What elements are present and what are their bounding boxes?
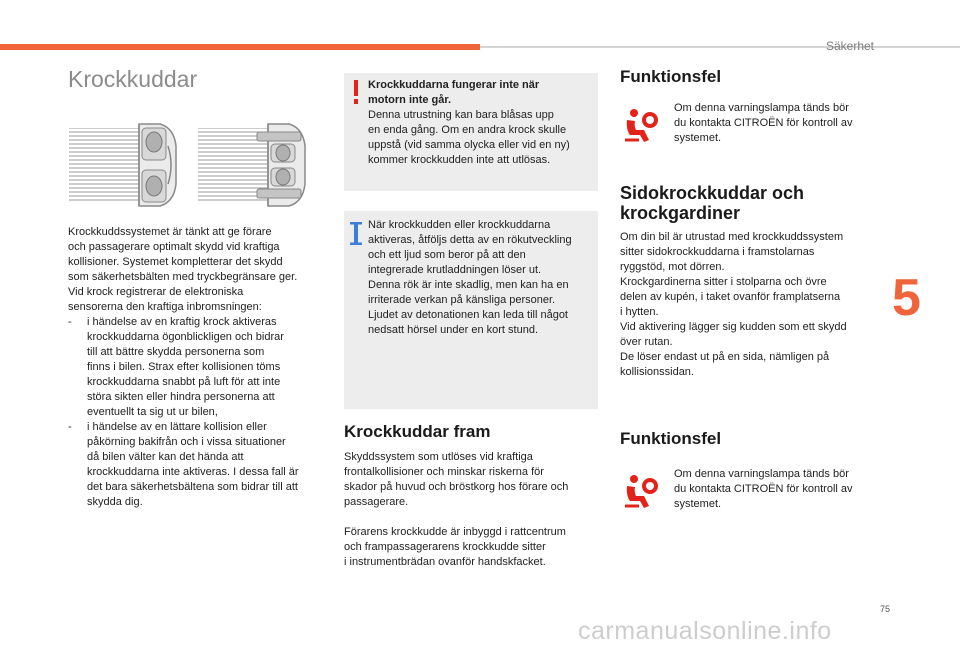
intro-line: som säkerhetsbälten med tryckbegränsare ger.: [68, 271, 298, 283]
text-line: kollisionssidan.: [620, 366, 694, 378]
list-item: [68, 420, 330, 510]
airbag-behaviour-list: [68, 315, 330, 510]
info-line: nedsatt hörsel under en kort stund.: [368, 324, 538, 336]
intro-line: och passagerare optimalt skydd vid kraftiga: [68, 241, 280, 253]
section-heading-front-airbags: Krockkuddar fram: [344, 422, 491, 441]
list-item-line: störa sikten eller hindra personerna att: [87, 391, 275, 403]
page-number: 75: [879, 604, 890, 614]
airbag-warning-lamp-icon: [624, 108, 662, 142]
info-i-icon: [350, 222, 362, 245]
info-line: När krockkudden eller krockkuddarna: [368, 219, 551, 231]
alert-note-text: [368, 78, 594, 168]
van-top-view-side-airbags-illustration: [197, 122, 307, 208]
info-line: och ett ljud som beror på att den: [368, 249, 526, 261]
page-title: Krockkuddar: [68, 66, 198, 92]
list-item-line: finns i bilen. Strax efter kollisionen töms: [87, 361, 281, 373]
alert-body-line: Denna utrustning kan bara blåsas upp: [368, 109, 554, 121]
list-item-line: det bara säkerhetsbältena som bidrar till att: [87, 481, 298, 493]
chapter-number: 5: [892, 269, 921, 327]
alert-body-line: kommer krockkudden inte att utlösas.: [368, 154, 551, 166]
text-line: Om din bil är utrustad med krockkuddssystem: [620, 231, 844, 243]
intro-line: Krockkuddssystemet är tänkt att ge förare: [68, 226, 272, 238]
info-line: irriterade verkan på känsliga personer.: [368, 294, 556, 306]
text-line: De löser endast ut på en sida, nämligen på: [620, 351, 830, 363]
list-item-line: krockkuddarna ögonblickligen och bidrar: [87, 331, 284, 343]
accent-bar: [0, 44, 480, 50]
list-item-line: krockkuddarna inte aktiveras. I dessa fall är: [87, 466, 299, 478]
text-line: Om denna varningslampa tänds bör: [674, 468, 849, 480]
list-item-line: till att bättre skydda personerna som: [87, 346, 265, 358]
info-line: Ljudet av detonationen kan leda till något: [368, 309, 568, 321]
list-item-line: - i händelse av en kraftig krock aktiveras: [87, 316, 277, 328]
alert-title-line: Krockkuddarna fungerar inte när: [368, 79, 540, 91]
intro-text: [68, 225, 330, 510]
airbag-warning-lamp-icon: [624, 474, 662, 508]
list-item-line: då bilen välter kan det hända att: [87, 451, 244, 463]
list-item: [68, 315, 330, 420]
text-line: i hytten.: [620, 306, 659, 318]
front-airbags-text: [344, 450, 598, 570]
heading-line: krockgardiner: [620, 203, 741, 223]
section-heading-fault-1: Funktionsfel: [620, 67, 722, 86]
text-line: i instrumentbrädan ovanför handskfacket.: [344, 556, 546, 568]
text-line: över rutan.: [620, 336, 673, 348]
text-line: skador på huvud och bröstkorg hos förare och: [344, 481, 569, 493]
text-line: Skyddssystem som utlöses vid kraftiga: [344, 451, 533, 463]
info-line: Denna rök är inte skadlig, men kan ha en: [368, 279, 569, 291]
text-line: ryggstöd, mot dörren.: [620, 261, 725, 273]
intro-line: Vid krock registrerar de elektroniska: [68, 286, 244, 298]
text-line: passagerare.: [344, 496, 409, 508]
text-line: systemet.: [674, 498, 722, 510]
van-top-view-front-airbags-illustration: [68, 122, 178, 208]
text-line: du kontakta CITROËN för kontroll av: [674, 117, 853, 129]
text-line: frontalkollisioner och minskar riskerna för: [344, 466, 544, 478]
alert-title-line: motorn inte går.: [368, 94, 452, 106]
intro-line: sensorerna den kraftiga inbromsningen:: [68, 301, 262, 313]
fault-2-text: [674, 467, 888, 512]
list-item-line: eventuellt ta sig ut ur bilen,: [87, 406, 218, 418]
list-item-line: krockkuddarna snabbt på luft för att inte: [87, 376, 281, 388]
text-line: systemet.: [674, 132, 722, 144]
list-item-line: - i händelse av en lättare kollision eller: [87, 421, 267, 433]
text-line: delen av kupén, i taket ovanför framplatserna: [620, 291, 841, 303]
text-line: Om denna varningslampa tänds bör: [674, 102, 849, 114]
header-rule: [480, 46, 960, 48]
text-line: och frampassagerarens krockkudde sitter: [344, 541, 546, 553]
info-note-text: [368, 218, 596, 338]
text-line: Krockgardinerna sitter i stolparna och övre: [620, 276, 827, 288]
fault-1-text: [674, 101, 888, 146]
info-line: integrerade krutladdningen löser ut.: [368, 264, 542, 276]
exclamation-mark-icon: [353, 80, 359, 104]
text-line: du kontakta CITROËN för kontroll av: [674, 483, 853, 495]
list-item-line: påkörning bakifrån och i vissa situationer: [87, 436, 286, 448]
section-heading-side-airbags: [620, 183, 860, 223]
alert-body-line: en enda gång. Om en andra krock skulle: [368, 124, 567, 136]
alert-body-line: uppstå (vid samma olycka eller vid en ny): [368, 139, 570, 151]
section-label: Säkerhet: [825, 39, 874, 53]
info-line: aktiveras, åtföljs detta av en rökutveckling: [368, 234, 572, 246]
intro-line: kollisioner. Systemet kompletterar det skydd: [68, 256, 283, 268]
text-line: Vid aktivering lägger sig kudden som ett skydd: [620, 321, 847, 333]
section-heading-fault-2: Funktionsfel: [620, 429, 722, 448]
list-item-line: skydda dig.: [87, 496, 143, 508]
watermark: carmanualsonline.info: [578, 617, 832, 645]
text-line: Förarens krockkudde är inbyggd i rattcentrum: [344, 526, 566, 538]
text-line: sitter sidokrockkuddarna i framstolarnas: [620, 246, 815, 258]
heading-line: Sidokrockkuddar och: [620, 183, 805, 203]
side-airbags-text: [620, 230, 882, 380]
